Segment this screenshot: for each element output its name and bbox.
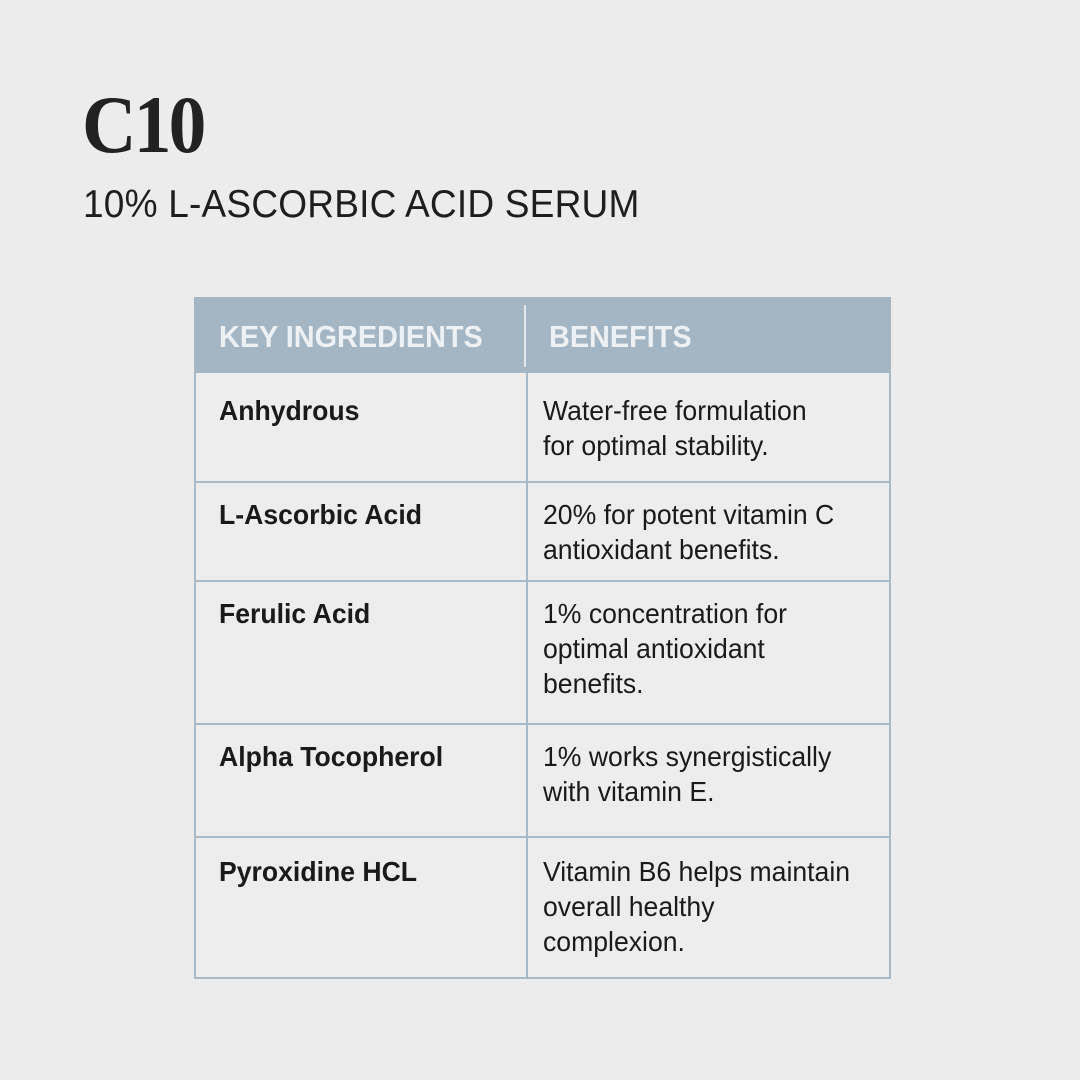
table-row <box>196 373 889 482</box>
ingredient-benefit <box>543 497 885 567</box>
ingredient-benefit <box>543 393 885 463</box>
benefit-line: Water-free formulation <box>543 395 807 426</box>
benefit-line: with vitamin E. <box>543 776 715 807</box>
column-header-key-ingredients: KEY INGREDIENTS <box>219 319 483 354</box>
ingredient-benefit <box>543 596 885 701</box>
table-header <box>194 297 891 373</box>
header-divider <box>524 305 526 367</box>
brand-title: C10 <box>82 79 204 170</box>
benefit-line: 20% for potent vitamin C <box>543 499 835 530</box>
benefit-line: 1% concentration for <box>543 598 787 629</box>
benefit-line: for optimal stability. <box>543 430 769 461</box>
benefit-line: overall healthy <box>543 891 715 922</box>
table-row <box>196 582 889 724</box>
ingredient-name: Ferulic Acid <box>219 598 371 629</box>
benefit-line: complexion. <box>543 926 685 957</box>
column-header-benefits: BENEFITS <box>549 319 692 354</box>
ingredient-name: Pyroxidine HCL <box>219 856 418 887</box>
benefit-line: optimal antioxidant <box>543 633 765 664</box>
ingredient-name: Anhydrous <box>219 395 360 426</box>
ingredient-benefit <box>543 739 885 809</box>
benefit-line: 1% works synergistically <box>543 741 832 772</box>
ingredients-table <box>194 297 891 979</box>
ingredient-benefit <box>543 854 885 959</box>
benefit-line: benefits. <box>543 668 644 699</box>
table-row <box>196 725 889 837</box>
benefit-line: antioxidant benefits. <box>543 534 780 565</box>
table-row <box>196 483 889 581</box>
table-row <box>196 838 889 977</box>
ingredient-name: Alpha Tocopherol <box>219 741 444 772</box>
product-subtitle: 10% L-ASCORBIC ACID SERUM <box>83 183 640 226</box>
benefit-line: Vitamin B6 helps maintain <box>543 856 851 887</box>
ingredient-name: L-Ascorbic Acid <box>219 499 422 530</box>
